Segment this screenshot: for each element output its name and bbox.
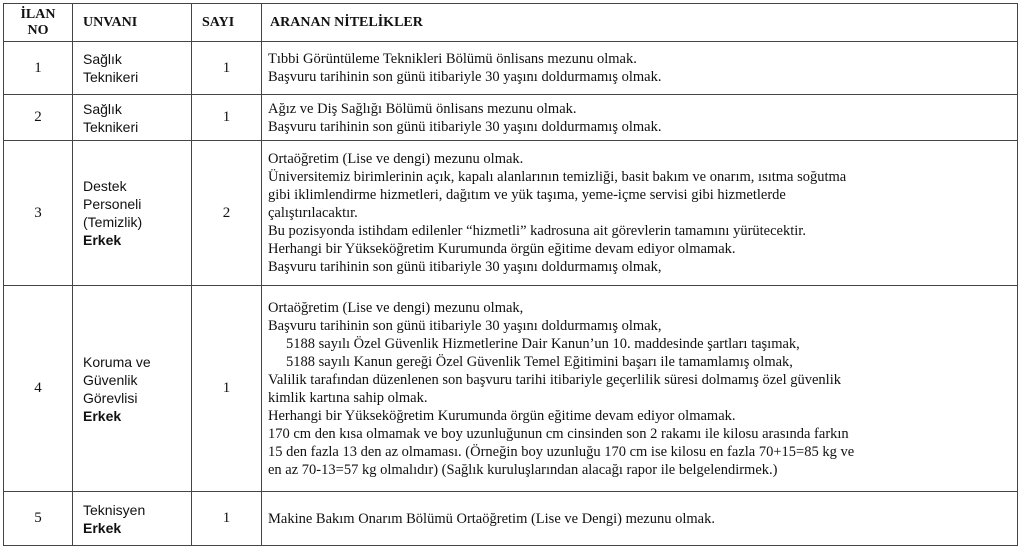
requirement-line: gibi iklimlendirme hizmetleri, dağıtım ve yük taşıma, yeme-içme servisi gibi hizmetlerde xyxy=(268,187,786,203)
row-count: 1 xyxy=(192,42,262,95)
row-requirements xyxy=(262,492,1018,546)
row-requirements xyxy=(262,42,1018,95)
row-number: 5 xyxy=(4,492,73,546)
requirement-line: kimlik kartına sahip olmak. xyxy=(268,389,428,406)
requirement-line: Tıbbi Görüntüleme Teknikleri Bölümü önlisans mezunu olmak. xyxy=(268,51,637,67)
row-title xyxy=(73,141,192,286)
table-row xyxy=(4,95,1018,141)
title-line: (Temizlik) xyxy=(83,214,143,230)
table-row xyxy=(4,141,1018,286)
header-ilan-no-line2: NO xyxy=(27,22,49,38)
requirement-line: Makine Bakım Onarım Bölümü Ortaöğretim (Lise ve Dengi) mezunu olmak. xyxy=(268,510,715,527)
header-ilan-no xyxy=(4,4,73,42)
requirement-line: Herhangi bir Yükseköğretim Kurumunda örgün eğitime devam ediyor olmamak. xyxy=(268,407,736,424)
requirement-line: Başvuru tarihinin son günü itibariyle 30 yaşını doldurmamış olmak. xyxy=(268,118,662,135)
requirement-line: Başvuru tarihinin son günü itibariyle 30 yaşını doldurmamış olmak, xyxy=(268,317,662,334)
row-count: 1 xyxy=(192,95,262,141)
table-row xyxy=(4,492,1018,546)
header-unvani: UNVANI xyxy=(73,4,192,42)
title-line: Destek xyxy=(83,178,127,194)
requirement-line: 5188 sayılı Kanun gereği Özel Güvenlik Temel Eğitimini başarı ile tamamlamış olmak, xyxy=(286,353,793,370)
row-title xyxy=(73,492,192,546)
requirement-line: Valilik tarafından düzenlenen son başvuru tarihi itibariyle geçerlilik süresi dolmamış özel güvenlik xyxy=(268,371,841,388)
row-requirements xyxy=(262,141,1018,286)
title-line: Sağlık xyxy=(83,100,122,117)
requirement-line: Herhangi bir Yükseköğretim Kurumunda örgün eğitime devam ediyor olmamak. xyxy=(268,241,736,257)
row-number: 1 xyxy=(4,42,73,95)
title-line: Teknikeri xyxy=(83,69,139,85)
requirement-line: Üniversitemiz birimlerinin açık, kapalı alanlarının temizliği, basit bakım ve onarım, ısıtma soğutma xyxy=(268,169,847,185)
row-number: 4 xyxy=(4,286,73,492)
title-line: Koruma ve xyxy=(83,353,151,370)
row-requirements xyxy=(262,286,1018,492)
requirement-line: Başvuru tarihinin son günü itibariyle 30 yaşını doldurmamış olmak. xyxy=(268,69,662,85)
requirement-line: Ortaöğretim (Lise ve dengi) mezunu olmak, xyxy=(268,299,524,316)
title-gender: Erkek xyxy=(83,232,122,248)
title-line: Teknikeri xyxy=(83,118,139,135)
requirement-line: 170 cm den kısa olmamak ve boy uzunluğunun cm cinsinden son 2 rakamı ile kilosu arasında farkın xyxy=(268,425,849,442)
requirement-line: Bu pozisyonda istihdam edilenler “hizmetli” kadrosuna ait görevlerin tamamını yürütecektir. xyxy=(268,223,806,239)
header-sayi: SAYI xyxy=(192,4,262,42)
row-count: 1 xyxy=(192,492,262,546)
row-count: 2 xyxy=(192,141,262,286)
header-nitelikler: ARANAN NİTELİKLER xyxy=(262,4,1018,42)
title-gender: Erkek xyxy=(83,519,122,536)
title-gender: Erkek xyxy=(83,407,122,424)
row-number: 2 xyxy=(4,95,73,141)
requirement-line: 15 den fazla 13 den az olmaması. (Örneğin boy uzunluğu 170 cm ise kilosu en fazla 70+15=85 kg ve xyxy=(268,443,855,460)
title-line: Sağlık xyxy=(83,51,122,67)
row-number: 3 xyxy=(4,141,73,286)
requirement-line: Başvuru tarihinin son günü itibariyle 30 yaşını doldurmamış olmak, xyxy=(268,259,662,275)
table-row xyxy=(4,42,1018,95)
job-listing-table-wrapper xyxy=(3,3,1018,546)
title-line: Güvenlik xyxy=(83,371,138,388)
table-row xyxy=(4,286,1018,492)
job-listing-table xyxy=(3,3,1018,546)
row-requirements xyxy=(262,95,1018,141)
requirement-line: Ortaöğretim (Lise ve dengi) mezunu olmak. xyxy=(268,151,524,167)
row-title xyxy=(73,42,192,95)
header-row xyxy=(4,4,1018,42)
title-line: Personeli xyxy=(83,196,142,212)
title-line: Görevlisi xyxy=(83,389,138,406)
requirement-line: Ağız ve Diş Sağlığı Bölümü önlisans mezunu olmak. xyxy=(268,100,577,117)
row-count: 1 xyxy=(192,286,262,492)
requirement-line: en az 70-13=57 kg olmalıdır) (Sağlık kuruluşlarından alacağı rapor ile belgelendirmek.) xyxy=(268,461,778,478)
requirement-line: 5188 sayılı Özel Güvenlik Hizmetlerine Dair Kanun’un 10. maddesinde şartları taşımak, xyxy=(286,335,800,352)
row-title xyxy=(73,95,192,141)
header-ilan-no-line1: İLAN xyxy=(20,6,56,22)
row-title xyxy=(73,286,192,492)
title-line: Teknisyen xyxy=(83,501,146,518)
requirement-line: çalıştırılacaktır. xyxy=(268,205,358,221)
